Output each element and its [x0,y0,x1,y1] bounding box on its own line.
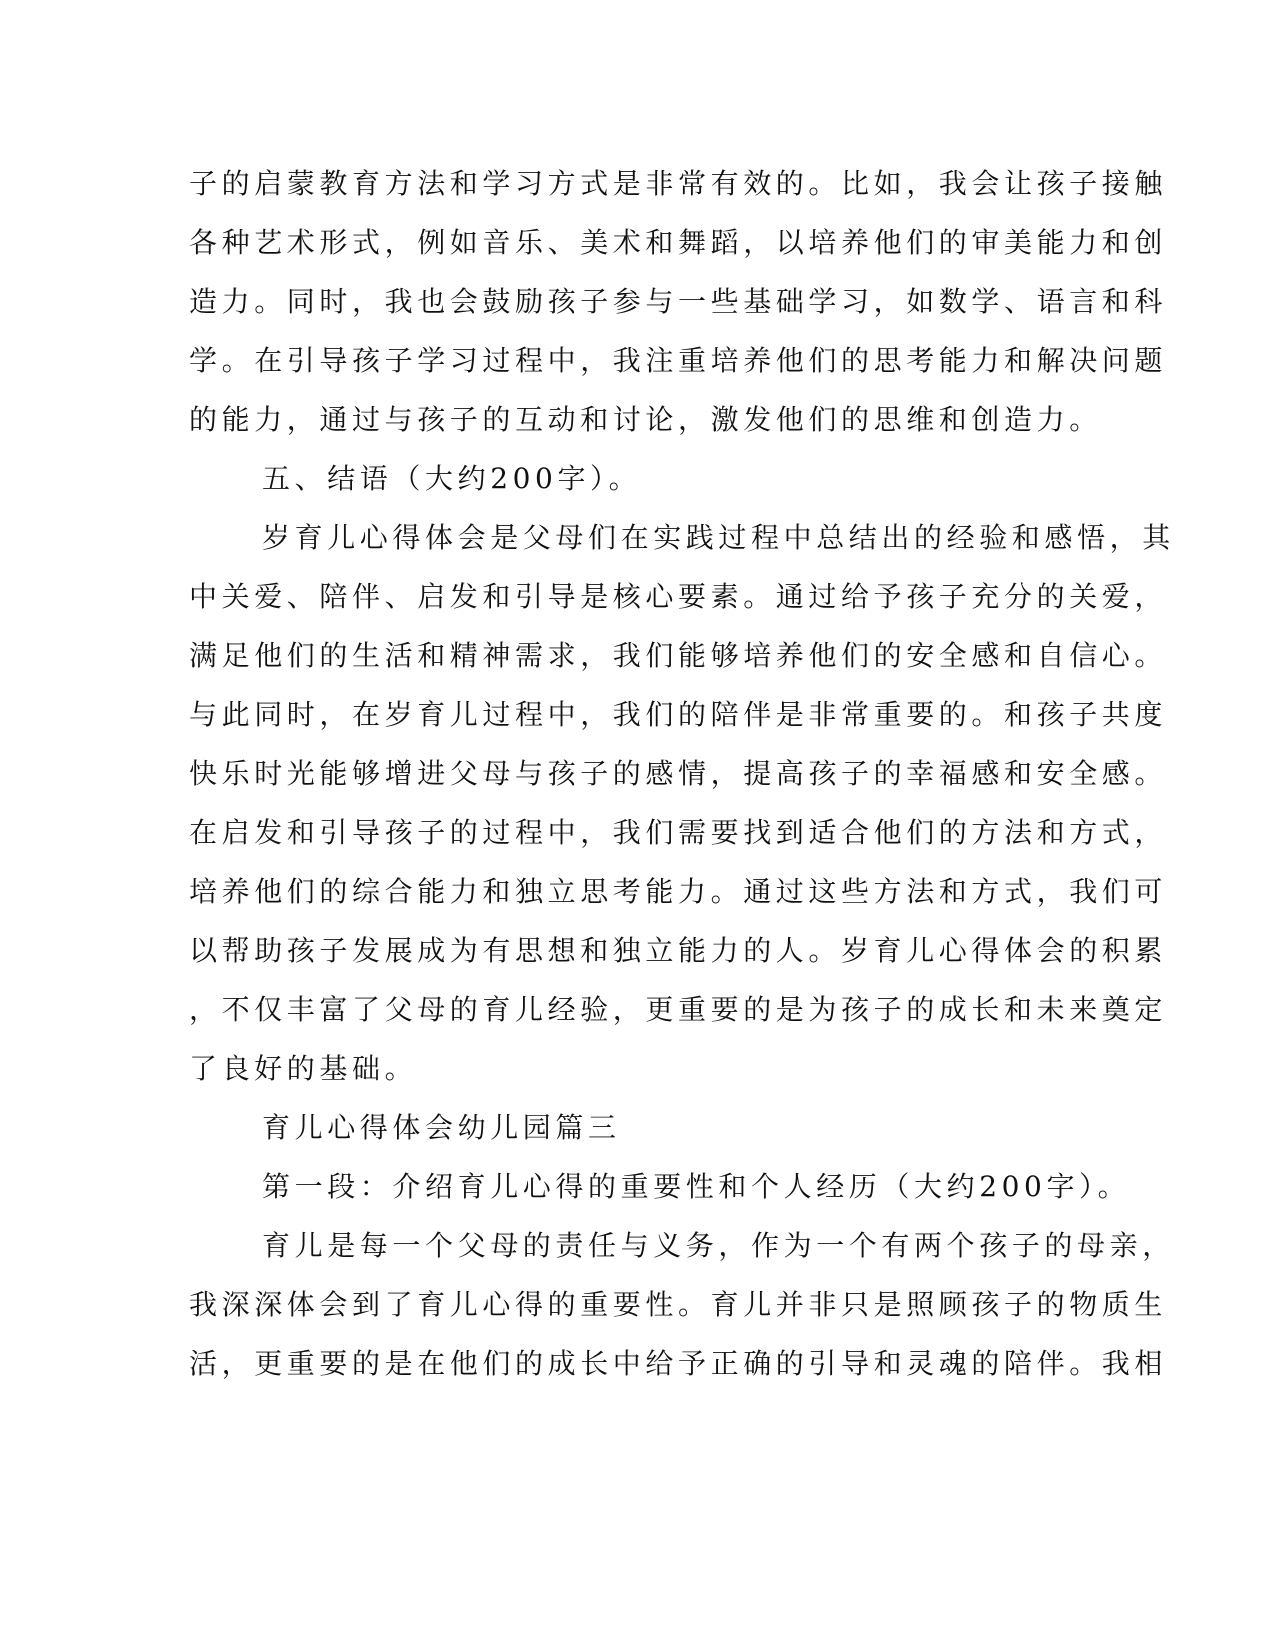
body-text-line: 造力。同时，我也会鼓励孩子参与一些基础学习，如数学、语言和科 [189,285,1168,318]
section-heading: 五、结语（大约200字）。 [262,462,642,495]
section-heading: 第一段：介绍育儿心得的重要性和个人经历（大约200字）。 [262,1170,1131,1203]
body-text-line: 了良好的基础。 [189,1052,418,1085]
body-text-line: 在启发和引导孩子的过程中，我们需要找到适合他们的方法和方式， [189,816,1168,849]
body-text-line: ，不仅丰富了父母的育儿经验，更重要的是为孩子的成长和未来奠定 [189,993,1168,1026]
body-text-line: 快乐时光能够增进父母与孩子的感情，提高孩子的幸福感和安全感。 [189,757,1168,790]
body-text-line: 的能力，通过与孩子的互动和讨论，激发他们的思维和创造力。 [189,403,1102,436]
body-text-line: 活，更重要的是在他们的成长中给予正确的引导和灵魂的陪伴。我相 [189,1347,1168,1380]
body-text-line: 以帮助孩子发展成为有思想和独立能力的人。岁育儿心得体会的积累 [189,934,1168,967]
article-title: 育儿心得体会幼儿园篇三 [262,1111,621,1144]
body-text-line: 培养他们的综合能力和独立思考能力。通过这些方法和方式，我们可 [189,875,1168,908]
body-text-line: 各种艺术形式，例如音乐、美术和舞蹈，以培养他们的审美能力和创 [189,226,1168,259]
body-text-line: 中关爱、陪伴、启发和引导是核心要素。通过给予孩子充分的关爱， [189,580,1168,613]
body-text-line: 与此同时，在岁育儿过程中，我们的陪伴是非常重要的。和孩子共度 [189,698,1168,731]
body-text-line: 我深深体会到了育儿心得的重要性。育儿并非只是照顾孩子的物质生 [189,1288,1168,1321]
body-text-line: 学。在引导孩子学习过程中，我注重培养他们的思考能力和解决问题 [189,344,1168,377]
paragraph-first-line: 岁育儿心得体会是父母们在实践过程中总结出的经验和感悟，其 [262,521,1175,554]
paragraph-first-line: 育儿是每一个父母的责任与义务，作为一个有两个孩子的母亲， [262,1229,1175,1262]
body-text-line: 子的启蒙教育方法和学习方式是非常有效的。比如，我会让孩子接触 [189,167,1168,200]
body-text-line: 满足他们的生活和精神需求，我们能够培养他们的安全感和自信心。 [189,639,1168,672]
